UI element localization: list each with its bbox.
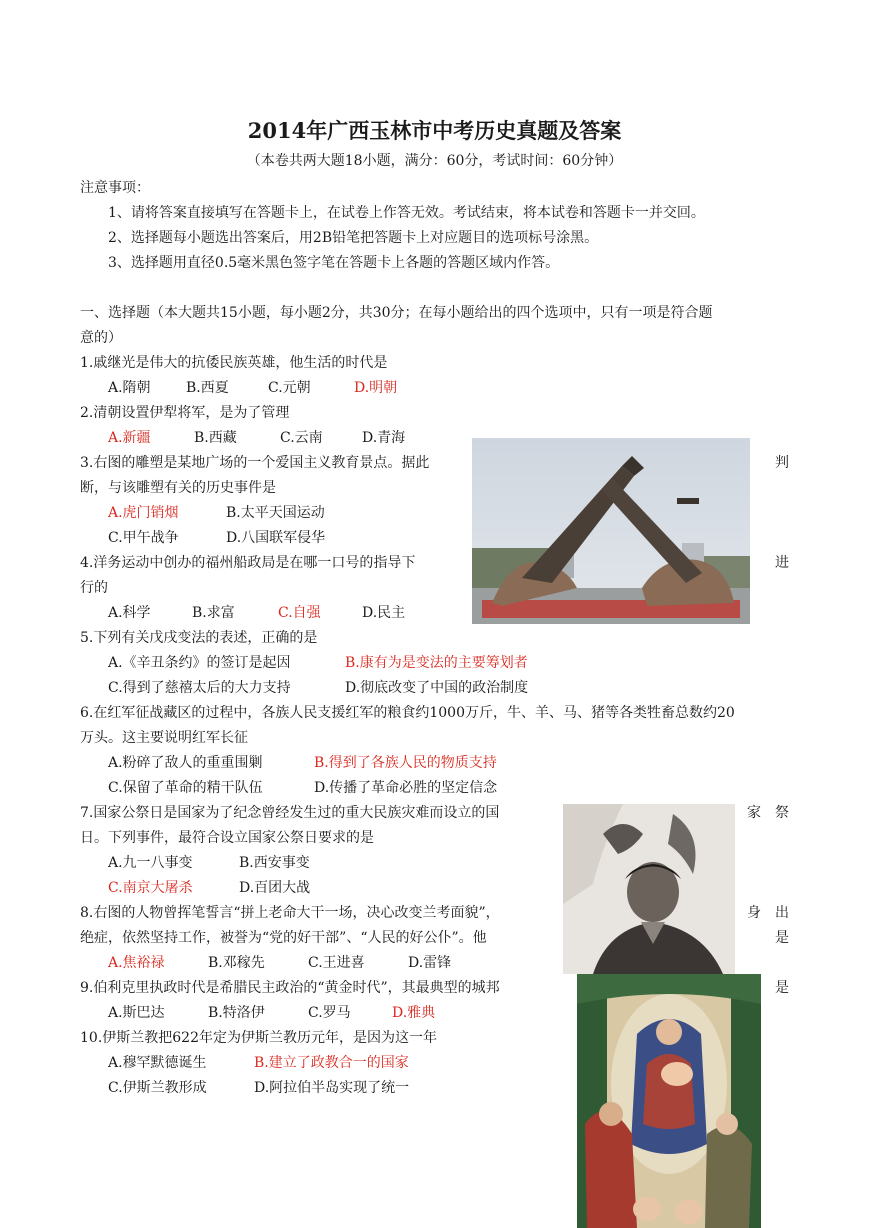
q9-stem-end: 是 [775, 980, 789, 996]
q4-option-c: C.自强 [278, 605, 321, 621]
q8-options [108, 953, 451, 973]
section-heading-line1: 一、选择题（本大题共15小题，每小题2分，共30分；在每小题给出的四个选项中，只有一项是符合题 [80, 305, 713, 321]
q4-stem-line2: 行的 [80, 580, 108, 596]
q4-option-d: D.民主 [362, 605, 406, 621]
q1-option-d: D.明朝 [354, 380, 398, 396]
q4-stem-line1: 4.洋务运动中创办的福州船政局是在哪一口号的指导下 [80, 555, 416, 571]
q10-option-d: D.阿拉伯半岛实现了统一 [254, 1080, 410, 1096]
q8-option-a: A.焦裕禄 [108, 955, 165, 971]
q3-option-d: D.八国联军侵华 [226, 530, 326, 546]
notice-item-3: 3、选择题用直径0.5毫米黑色签字笔在答题卡上各题的答题区域内作答。 [108, 255, 560, 271]
sculpture-photo [472, 438, 750, 624]
sculpture-photo-drawing [472, 438, 750, 624]
q5-options-row2 [108, 678, 528, 698]
q7-stem-line1: 7.国家公祭日是国家为了纪念曾经发生过的重大民族灾难而设立的国 [80, 805, 500, 821]
q9-stem: 9.伯利克里执政时代是希腊民主政治的“黄金时代”，其最典型的城邦 [80, 980, 500, 996]
q1-stem: 1.戚继光是伟大的抗倭民族英雄，他生活的时代是 [80, 355, 388, 371]
q3-option-b: B.太平天国运动 [226, 505, 325, 521]
q5-option-c: C.得到了慈禧太后的大力支持 [108, 680, 291, 696]
q5-option-a: A.《辛丑条约》的签订是起因 [108, 655, 291, 671]
q3-option-a: A.虎门销烟 [108, 505, 179, 521]
painting-photo [577, 974, 761, 1228]
q3-options-row2 [108, 528, 325, 548]
q1-option-a: A.隋朝 [108, 380, 151, 396]
portrait-photo-drawing [563, 804, 735, 974]
q8-option-b: B.邓稼先 [208, 955, 265, 971]
q10-options-row2 [108, 1078, 409, 1098]
q4-options [108, 603, 405, 623]
q9-option-a: A.斯巴达 [108, 1005, 165, 1021]
q10-option-c: C.伊斯兰教形成 [108, 1080, 207, 1096]
q10-option-b: B.建立了政教合一的国家 [254, 1055, 409, 1071]
q6-options-row2 [108, 778, 497, 798]
q3-stem-line2: 断，与该雕塑有关的历史事件是 [80, 480, 276, 496]
q8-option-c: C.王进喜 [308, 955, 365, 971]
q10-option-a: A.穆罕默德诞生 [108, 1055, 207, 1071]
painting-photo-drawing [577, 974, 761, 1228]
q3-stem-line1: 3.右图的雕塑是某地广场的一个爱国主义教育景点。据此 [80, 455, 430, 471]
q7-option-d: D.百团大战 [239, 880, 311, 896]
q5-option-b: B.康有为是变法的主要筹划者 [345, 655, 528, 671]
q7-options-row1 [108, 853, 310, 873]
q5-options-row1 [108, 653, 528, 673]
q5-option-d: D.彻底改变了中国的政治制度 [345, 680, 529, 696]
q6-option-c: C.保留了革命的精干队伍 [108, 780, 263, 796]
q7-stem-line2: 日。下列事件，最符合设立国家公祭日要求的是 [80, 830, 374, 846]
q2-stem: 2.清朝设置伊犁将军，是为了管理 [80, 405, 290, 421]
q6-stem-line1: 6.在红军征战藏区的过程中，各族人民支援红军的粮食约1000万斤，牛、羊、马、猪等各类牲畜总数约20 [80, 705, 735, 721]
q4-option-b: B.求富 [192, 605, 235, 621]
q1-options [108, 378, 397, 398]
q8-stem-line2-end: 是 [775, 930, 789, 946]
q2-option-a: A.新疆 [108, 430, 151, 446]
q3-option-c: C.甲午战争 [108, 530, 179, 546]
q1-option-c: C.元朝 [268, 380, 311, 396]
q6-option-b: B.得到了各族人民的物质支持 [314, 755, 497, 771]
q8-stem-line1: 8.右图的人物曾挥笔誓言“拼上老命大干一场，决心改变兰考面貌”， [80, 905, 500, 921]
q8-option-d: D.雷锋 [408, 955, 452, 971]
q2-options [108, 428, 405, 448]
q6-stem-line2: 万头。这主要说明红军长征 [80, 730, 248, 746]
q3-options-row1 [108, 503, 325, 523]
section-heading-line2: 意的） [80, 330, 122, 346]
q8-stem-line2: 绝症，依然坚持工作，被誉为“党的好干部”、“人民的好公仆”。他 [80, 930, 487, 946]
q7-option-a: A.九一八事变 [108, 855, 193, 871]
q10-options-row1 [108, 1053, 409, 1073]
q8-stem-line1-end: 身 出 [747, 905, 789, 921]
notice-item-1: 1、请将答案直接填写在答题卡上，在试卷上作答无效。考试结束，将本试卷和答题卡一并交回。 [108, 205, 705, 221]
q2-option-c: C.云南 [280, 430, 323, 446]
q7-option-c: C.南京大屠杀 [108, 880, 193, 896]
q2-option-b: B.西藏 [194, 430, 237, 446]
q7-option-b: B.西安事变 [239, 855, 310, 871]
q4-option-a: A.科学 [108, 605, 151, 621]
q5-stem: 5.下列有关戊戌变法的表述，正确的是 [80, 630, 318, 646]
q10-stem: 10.伊斯兰教把622年定为伊斯兰教历元年，是因为这一年 [80, 1030, 437, 1046]
q9-option-b: B.特洛伊 [208, 1005, 265, 1021]
q9-option-c: C.罗马 [308, 1005, 351, 1021]
q1-option-b: B.西夏 [186, 380, 229, 396]
q9-options [108, 1003, 435, 1023]
q6-option-d: D.传播了革命必胜的坚定信念 [314, 780, 498, 796]
notice-heading: 注意事项： [80, 180, 150, 196]
q6-options-row1 [108, 753, 497, 773]
q4-stem-line1-end: 进 [775, 555, 789, 571]
portrait-photo [563, 804, 735, 974]
q7-options-row2 [108, 878, 310, 898]
page-title: 2014年广西玉林市中考历史真题及答案 [247, 118, 622, 143]
page-subtitle: （本卷共两大题18小题，满分：60分，考试时间：60分钟） [246, 153, 623, 169]
q9-option-d: D.雅典 [392, 1005, 436, 1021]
q6-option-a: A.粉碎了敌人的重重围剿 [108, 755, 263, 771]
q7-stem-line1-end: 家 祭 [747, 805, 789, 821]
notice-item-2: 2、选择题每小题选出答案后，用2B铅笔把答题卡上对应题目的选项标号涂黑。 [108, 230, 599, 246]
q2-option-d: D.青海 [362, 430, 406, 446]
q3-stem-line1-end: 判 [775, 455, 789, 471]
